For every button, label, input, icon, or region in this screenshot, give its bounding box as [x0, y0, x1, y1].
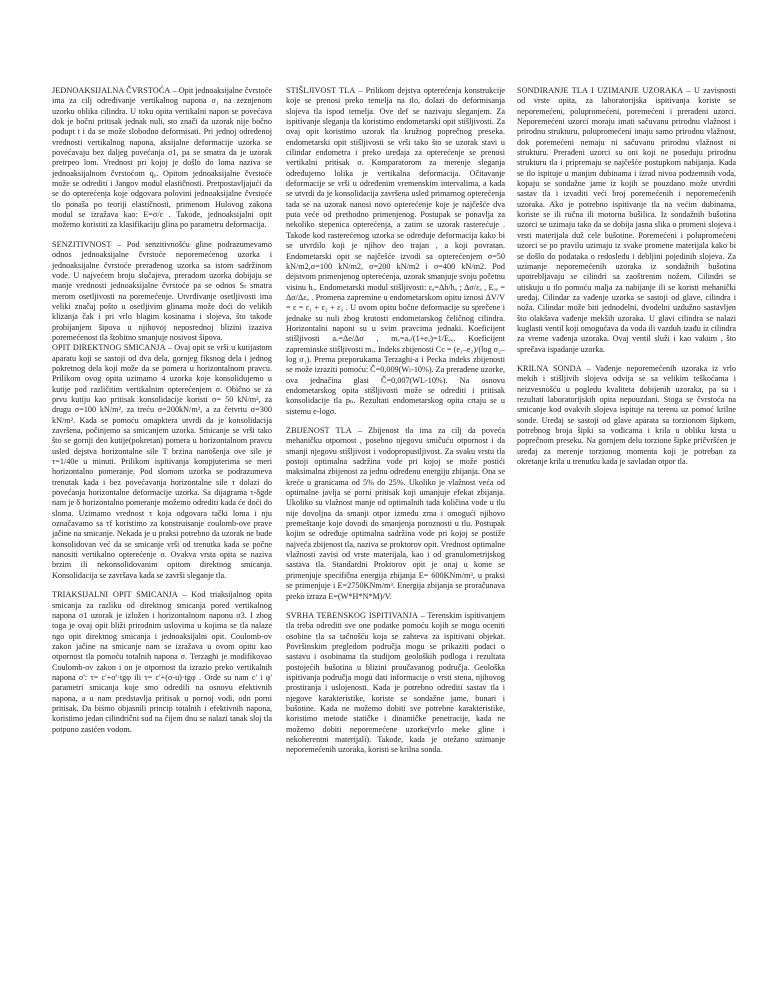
column-middle: [286, 86, 505, 765]
section-body: – Terenskim ispitivanjem tla treba odrediti sve one podatke pomoću kojih se mogu oceniti osobine tla sa tačnošću koja se zahteva za ispitivani objekat. Površinskim pregledom područja mogu se prikaziti podaci o sastavu i osobinama tla studijom geoloških podloga i rezultata postojećih bušotina u blizini proučavanog područja. Geološka ispitivanja područja mogu dati informacije o vrsti stena, njihovog prostiranja i uslojenosti. Kada je potrebno odrediti sastav tla i njegove karakteristike, koriste se sondažne jame, bunari i bušotine. Kada ne možemo dobiti sve potrebne karakteristike, koristimo metode statičke i dinamičke penetracije, kada ne možemo dobiti neporemećene uzorke(vrlo meke gline i nekoherentni materijali). Takođe, kada je otežano uzimanje neporemećenih uzoraka, koristi se krilna sonda.: [286, 610, 505, 755]
section-paragraph: [52, 240, 272, 343]
section-body: – Vađenje neporemećenih uzoraka iz vrlo mekih i stišljivih slojeva odvija se sa velikim teškoćama i neizvesnošću u pogledu kvaliteta dobijenih uzoraka, pa su i rezultati laboratorijskih opita nepouzdani. Stoga se čvrstoća na smicanje kod ovakvih slojeva ispituje na terenu uz pomoć krilne sonde. Uređaj se sastoji od glave aparata sa torzionom šipkom, potrebnog broja šipki sa vođicama i krila u obliku krsta u poprečnom preseku. Na gornjem delu torzione šipke pričvršćen je uređaj za merenje torzionog momenta koji je potreban za okretanje krila u trenutku kada je savladan otpor tla.: [517, 363, 736, 467]
column-left: [52, 86, 272, 744]
section-paragraph: [286, 86, 505, 417]
section-heading: SONDIRANJE TLA I UZIMANJE UZORAKA: [517, 86, 684, 95]
section-body: – Zbijenost tla ima za cilj da poveća mehaničku otpornost , posebno njegovu smičuću otpornost i da smanji njegovu stišljivost i vodopropustljivost. Za svaku vrstu tla postoji optimalna sadržina vode pri kojoj se može postići maksimalna zbijenost za jednu određenu energiju zbijanja. Ona se kreće u granicama od 5% do 25%. Ukoliko je vlažnost veća od optimalne javlja se porni pritisak koji umanjuje efekat zbijanja. Ukoliko su vlažnost manje od optimalnih tada količina vode u tlu nije dovoljna da smanji otpor između zrna i omogući njihovo premeštanje koje dovodi do smanjenja poroznosti u tlu. Postupak kojim se određuje optimalna sadržina vode pri kojoj se postiže najveća zbijenost tla, naziva se proktorov opit. Vrednost optimalne vlažnosti zavisi od vrste materijala, kao i od granulometrijskog sastava tla. Standardni Proktorov opit je onaj u kome se primenjuje specifična energija zbijanja E= 600KNm/m³, u praksi se primenjuje i E=2750KNm/m³. Energija zbijanja se proračunava preko izraza E=(W*H*N*M)/V.: [286, 426, 505, 601]
section-paragraph: [517, 364, 736, 467]
section-body: – Prilikom dejstva opterećenja konstrukcije koje se prenosi preko temelja na tlo, dolazi do deformisanja slojeva tla ispod temelja. Ove def se nazivaju sleganjem. Za ispitivanje sleganja tla koristimo endometarski opit stišljivosti. Za ovaj opit koristimo uzorak tla kružnog poprečnog preseka. endometarski opit stišljivosti se vrši tako što se uzorak stavi u cilindar endometra i preko uređaja za opterećenje se prenosi vertikalni pritisak σ. Komparatorom za merenje sleganja određujemo lolika je vertikalna deformacija. Očitavanje deformacije se vrši u određenim vremenskim intervalima, a kada se utvrdi da je konsolidacija završena usled primarnog opterećenja tada se na uzorak nanosi novo opterećenje koje je najčešće dva puta veće od prethodno primenjenog. Postupak se ponavlja za nekoliko stepenica opterećenja, a zatim se uzorak rasterećuje . Takođe kod rasterećenog uzorka se određuje deformacija kako bi se utvrdilo koji je njihov deo trajan , a koji povratan. Endometarski opit se najčešće izvodi sa opterećenjem σ=50 kN/m2,σ=100 kN/m2, σ=200 kN/m2 i σ=400 kN/m2. Pod dejstvom primenjenog opterećenja, uzorak smanjuje svoju početnu visinu hₒ. Endometarski modul stišljivosti: εₐ=Δh/hₒ ; Δσ/εₐ , Eₒₑ = Δσ/Δεₐ . Promena zapremine u endometarskom opitu iznosi ΔV/V = ε = ε₁ + ε₂ + ε₃ . U ovom opitu bočne deformacije su sprečene i jednake su nuli zbog krutosti endometarskog čeličnog cilindra. Horizontalni naponi su u svim pravcima jednaki. Koeficijent stišljivosti aᵥ=Δe/Δσ , mᵥ=aᵥ/(1+eₒ)=1/Eₒₑ. Koeficijent zapreminske stišljivosti mᵥ. Indeks zbijenosti Cc = (e₁–e₂)/(log σ₂–log σ₁). Prema preporukama Terzaghi-a i Pecka indeks zbijenosti se može izraziti pomoću: Č=0,009(Wₗ-10%). Za prerađene uzorke, ova jednačina glasi Č=0,007(WL-10%). Na osnovu endometarskog opita stišljivosti može se odrediti i pritisak konsolidacije tla pₙ. Rezultati endometarskog opita crtaju se u sistemu e-logσ.: [286, 86, 506, 416]
section-paragraph: [52, 343, 272, 581]
section-heading: SVRHA TERENSKOG ISPITIVANJA: [286, 610, 419, 620]
section-heading: OPIT DIREKTNOG SMICANJA: [52, 343, 166, 353]
section-paragraph: [286, 611, 505, 756]
section-heading: ZBIJENOST TLA: [286, 426, 352, 435]
section-paragraph: [52, 590, 272, 735]
section-stisljivost-tla: [286, 86, 505, 417]
section-paragraph: [52, 86, 272, 231]
section-paragraph: [517, 86, 736, 355]
section-jednoaksijalna-cvrstoca: [52, 86, 272, 231]
section-heading: TRIAKSIJALNI OPIT SMICANJA: [52, 590, 178, 600]
section-paragraph: [286, 426, 505, 602]
section-heading: SENZITIVNOST: [52, 239, 112, 249]
section-body: – U zavisnosti od vrste opita, za laboratorijska ispitivanja koriste se neporemećeni, polupromećeni, poremećeni i prerađeni uzorci. Neporemećeni uzorci moraju imati sačuvanu prirodnu vlažnost i prirodnu strukturu, polupromećeni imaju samo prirodnu vlažnost, dok poremećeni nemaju ni sačuvanu prirodnu vlažnost ni strukturu. Prerađeni uzorci su oni koji ne poseduju prirodnu strukturu tla i pripremaju se najčešće postupkom nabijanja. Kada se tlo ispituje u manjim dubinama i izrad nivoa podzemnih voda, kopaju se sondažne jame iz kojih se pouzdano može utvrditi sastav tla i izvaditi veći broj poremećenih i neporemećenih uzoraka. Ako je potrebno ispitivanje tla na većim dubinama, koriste se ili ručna ili motorna bušilica. Iz sondažnih bušotina uzorci se uzimaju tako da se dobija jasna slika o promeni slojeva i vrsti materijala duž cele bušotine. Poremećeni i polupromećeni uzorci se po pravilu uzimaju iz svake promene materijala kako bi se došlo do podataka o redosledu i debljini pojedinih slojeva. Za uzimanje neporemećenih uzoraka iz sondažnih bušotina upotrebljavaju se cilindri sa zaoštrenim nožem. Cilindri se utiskuju u tlo pomoću malja za nabijanje ili se koristi mehanički uređaj. Cilindar za vađenje uzorka se sastoji od glave, cilindra i noža. Cilindar može biti jednodelni, dvodelni uzdužno sastavljen što olakšava vađenje mekših uzoraka. U glavi cilindra se nalazi kuglasti ventil koji omogućava da voda ili vazduh izađu iz cilindra za vreme vađenja uzoraka. Ovaj ventil služi i kao vakum , što sprečava ispadanje uzorka.: [517, 86, 736, 354]
column-right: [517, 86, 736, 476]
section-svrha-terenskog-ispitivanja: [286, 611, 505, 756]
section-senzitivnost: [52, 240, 272, 343]
section-heading: KRILNA SONDA: [517, 363, 582, 373]
section-triaksijalni-opit-smicanja: [52, 590, 272, 735]
section-sondiranje-tla-i-uzimanje-uzoraka: [517, 86, 736, 355]
section-heading: JEDNOAKSIJALNA ČVRSTOĆA: [52, 86, 171, 95]
section-opit-direktnog-smicanja: [52, 343, 272, 581]
section-zbijenost-tla: [286, 426, 505, 602]
section-body: – Ovaj opit se vrši u kutijastom aparatu koji se sastoji od dva dela, gornjeg fiksnog dela i jednog pokretnog dela koji može da se pomera u horizontalnom pravcu. Prilikom ovog opita uzimamo 4 uzorka koje konsolidujemo u kutije pod različitim vertikalnim opterećenjem σ. Obično se za prvu kutiju kao pritisak konsolidacije koristi σ= 50 kN/m², za drugu σ=100 kN/m², za treću σ=200kN/m², a za četvrtu σ=300 kN/m². Kada se pomoću omapktera utvrdi da je konsolidacija završena, počinjemo sa smicanjem uzorka. Smicanje se vrši tako što se gornji deo kutije(pokretan) pomera u horizontalnom pravcu usled dejstva horizontalne sile T brzina nanošenja ove sile je τ=1/40e u minuti. Prilikom ispitivanja kompjuterima se meri horizontalno pomeranje. Pod slomom uzorka se podrazumeva trenutak kada i bez povećavanja horizontalne sile τ dolazi do povećanja horizontalne deformacije uzorka. Sa dijagrama τ-δgde nam je δ horizontalno pomeranje možemo odrediti kada će doći do sloma. Uzimamo vrednost τ koja odgovara tački loma i nju označavamo sa τf koristimo za konstruisanje coulomb-ove prave jačine na smicanje. Nekada je u praksi potrebno da uzorak ne bude konsolidovan već da se smicanje vrši od trenutka kada se počne nanositi vertikalno opterećenje σ. Ovakva vrsta opita se naziva brzim ili nekonsolidovanim opitom direktnog smicanja. Konsolidacija se završava kada se završi sleganje tla.: [52, 343, 272, 580]
section-heading: STIŠLJIVOST TLA: [286, 86, 356, 95]
section-body: – Kod triaksijalnog opita smicanja za razliku od direktnog smicanja pored vertikalnog napona σ1 uzorak je izložen i horizontalnom naponu σ3. I zbog toga je ovaj opit bliži prirodnim uslovima u kojima se tla nalaze ngo opit direktnog smicanja i jednoaksijalni opit. Coulomb-ov zakon jačine na smicanje nam se izražava u ovom opitu kao otpornost tla pomoću totalnih napona σ. Terzaghi je modifikovao Coulomb-ov zakon i on je otpornost tla izrazio preko vertikalnih napona σ': τ= c'+σ'·tgφ ili τ= c'+(σ-u)·tgφ . Orde su nam c' i φ' parametri smicanja koje smo odredili na osnovu efektivnih napona, a u nam predstavlja pritisak u pornoj vodi, odn porni pritisak. Da bismo objasnili princip totalnih i efektivnih napona, koristimo jedan cilindrični sud na čijem dnu se nalazi tanak sloj tla potpuno zasićen vodom.: [52, 590, 272, 734]
section-body: – Opit jednoaksijalne čvrstoće ima za cilj određivanje vertikalnog napona σ₁ na zeznjenom uzorku oblika cilindra. U toku opita vertikalni napon se povećava dok je bočni pritisak jednak nuli, sto znači da uzorak nije bočno podupt t i da se može slobodno deformisati. Pri jednoj određenoj vrednosti vertikalnog napona, aksijalne deformacije uzorka se povećavaju bez daljeg povećanja σ1, pa se smatra da je uzorak pretrpeo lom. Vrednost pri kojoj je došlo do loma naziva se jednoaksijalnom čvrstoćom qᵤ. Opitom jednoaksijalne čvrstoće može se odrediti i Jangov modul elastičnosti. Pretpostavljajući da se do opterećenja koje odgovara polovini jednoaksijalne čvrstoće tlo ponaša po teoriji elastičnosti, primenom Hulovog zakona modul se izražava kao: E=σ/ε . Takođe, jednoaksijalni opit možemo koristiti za klasifikaciju glina po parametru deformacija.: [52, 86, 272, 230]
section-krilna-sonda: [517, 364, 736, 467]
section-body: – Pod senzitivnošću glinе podrazumevamo odnos jednoaksijalne čvrstoće neporemećenog uzorka i jednoaksijalne čvrstoće prerađenog uzorka sa istom sadržinom vode. U najvećem broju slučajeva, preradom uzorka dobijaju se manje vrednosti jednoaksijalne čvrstoće pa se odnos Sₜ smatra merom osetljivosti na poremećenje. Utvrđivanje osetljivosti ima veliki značaj pošto u osetljivim glinama može doći do velikih klizanja čak i pri vrlo blagim kosinama i slojeva, što takođe probijanjem šipova u njihovoj neposrednoj blizini izaziva poremećenost tla štobitno smanjuje nosivost šipova.: [52, 239, 272, 342]
